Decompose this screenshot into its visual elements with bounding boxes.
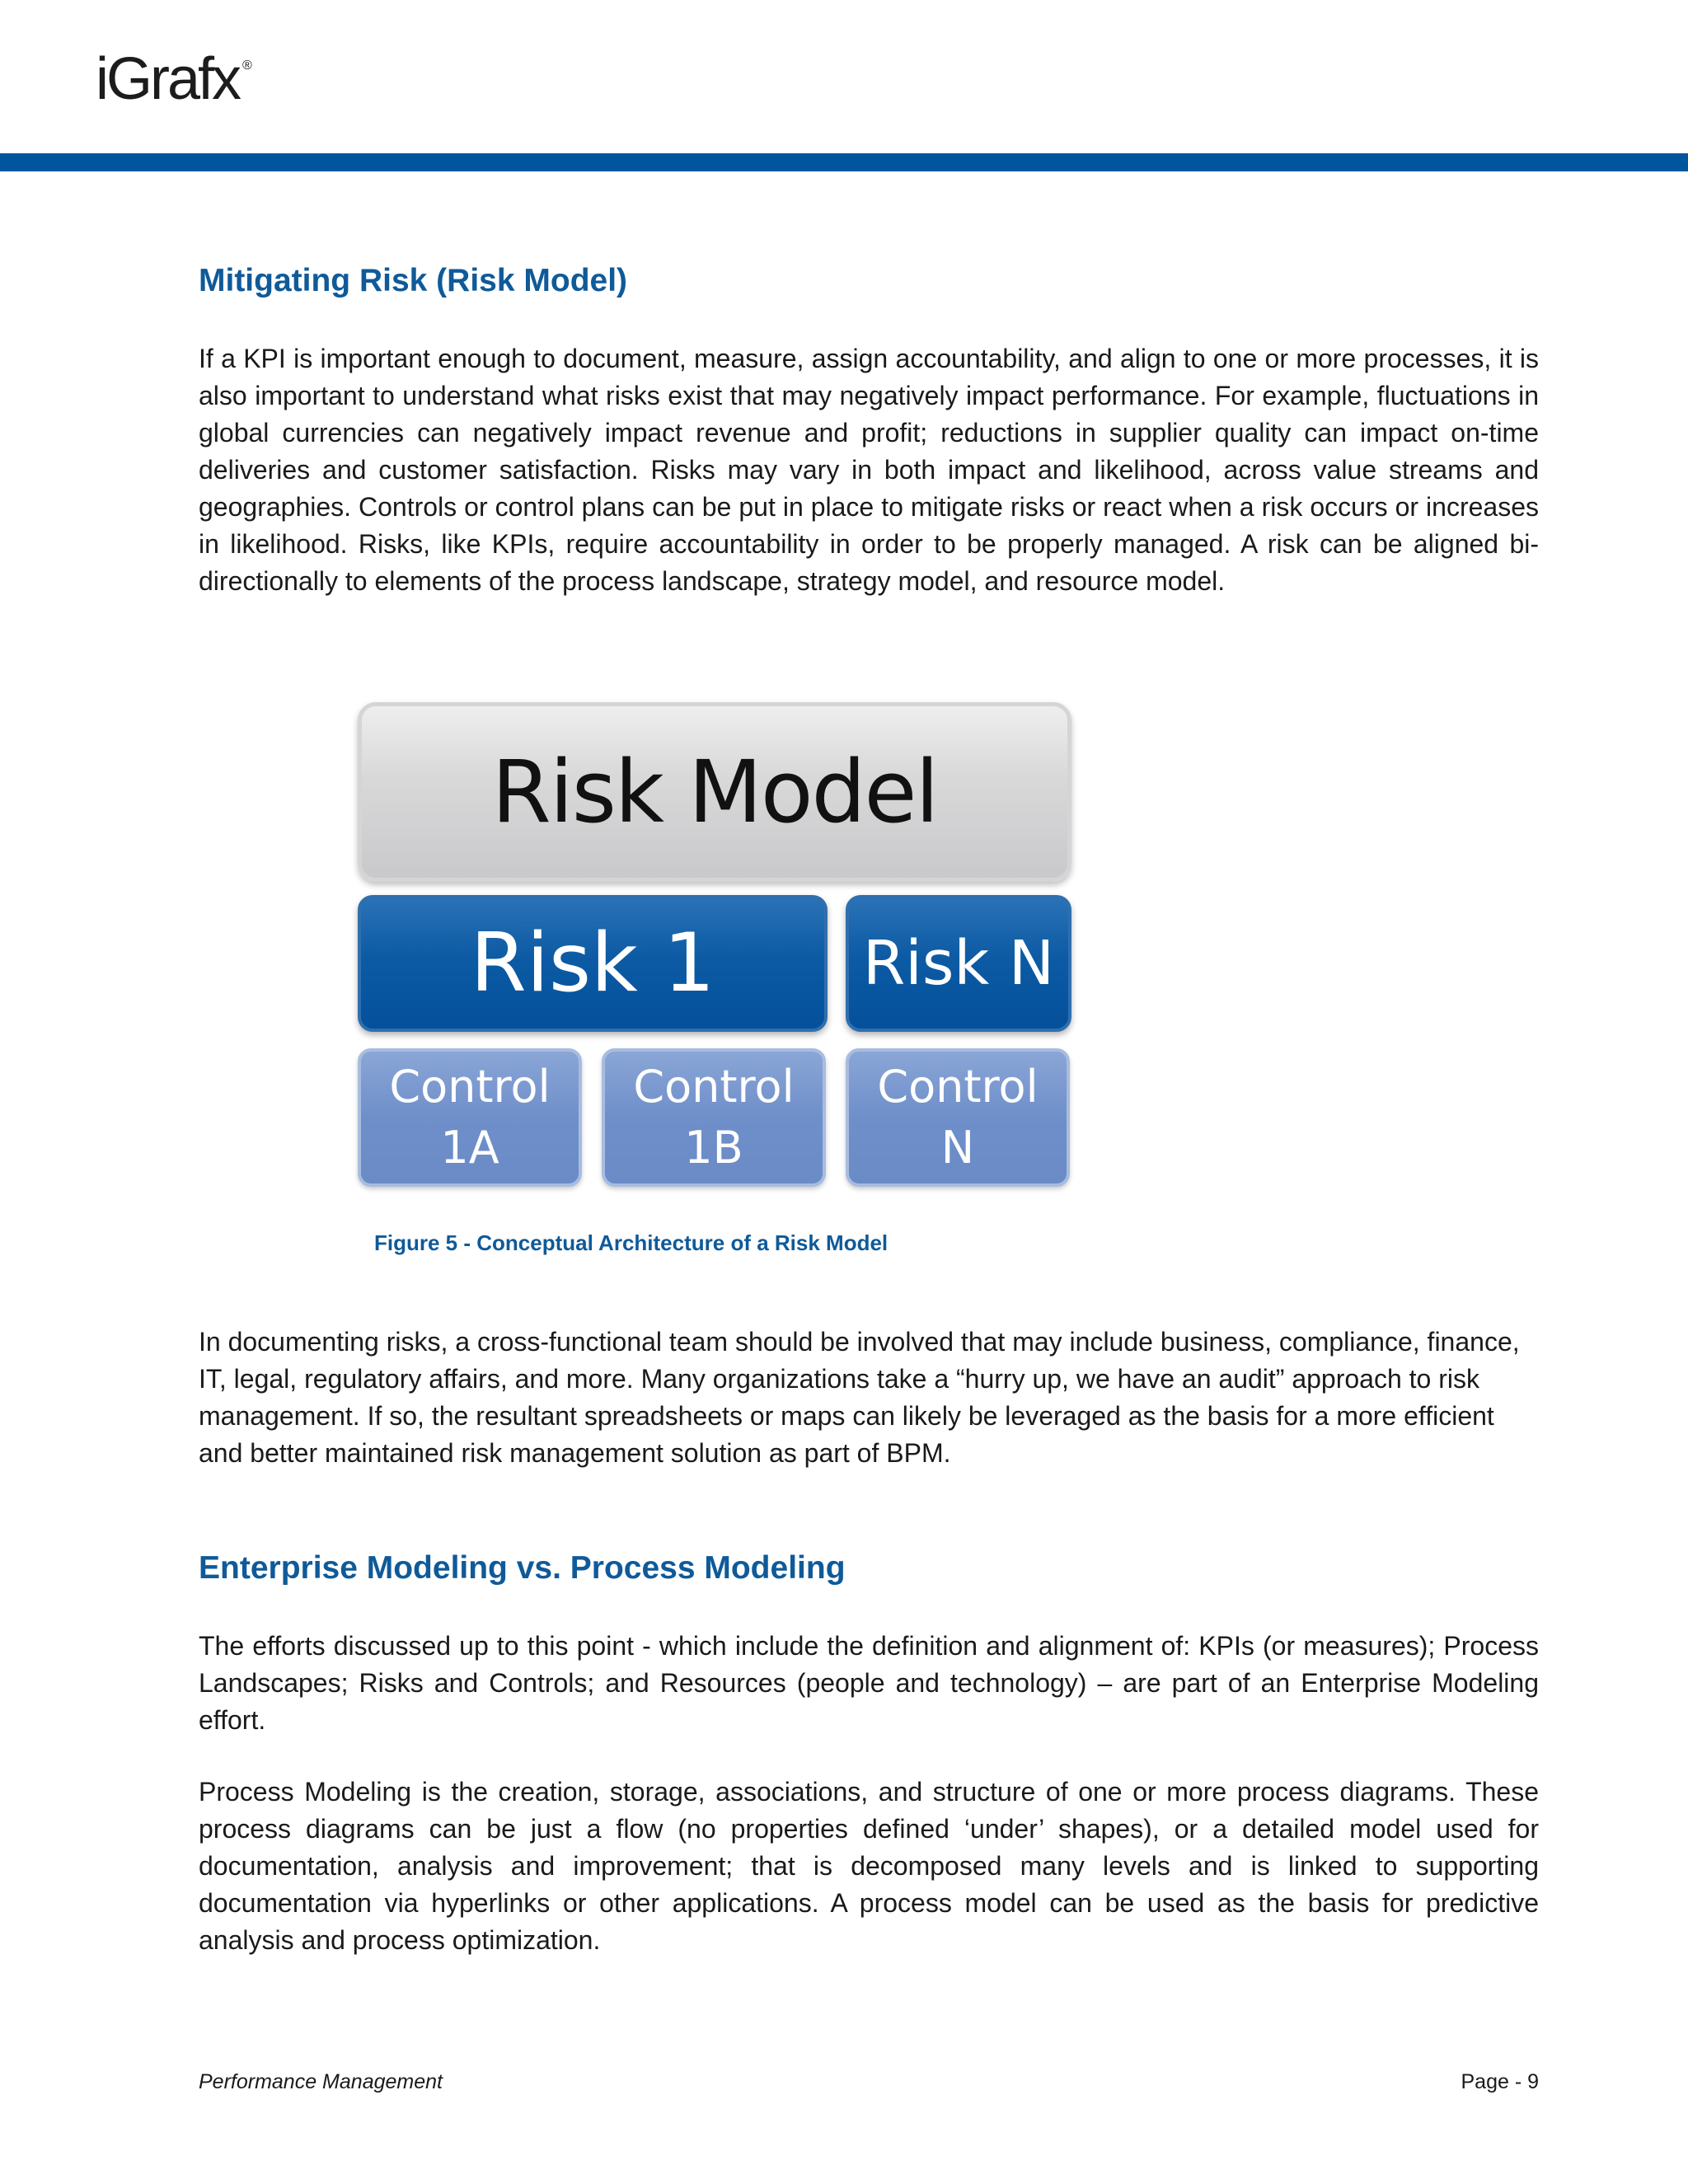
- risk-n-box: [846, 895, 1071, 1032]
- risk-model-label: Risk Model: [491, 742, 938, 842]
- section-heading-enterprise-modeling: Enterprise Modeling vs. Process Modeling: [199, 1550, 846, 1586]
- risk-model-diagram: [358, 702, 1071, 1190]
- registered-mark: ®: [242, 59, 252, 73]
- risk-model-box: [358, 702, 1071, 882]
- header-bar: [0, 153, 1688, 171]
- paragraph-enterprise-modeling: The efforts discussed up to this point - which include the definition and alignment of: KPIs (or measures); Process Landscapes; Risks and Controls; and Resources (people and technology) – are part of an Enterprise Modeling effort.: [199, 1631, 1539, 1735]
- paragraph-process-modeling: Process Modeling is the creation, storage, associations, and structure of one or more process diagrams. These process diagrams can be just a flow (no properties defined ‘under’ shapes), or a detailed model used for documentation, analysis and improvement; that is decomposed many levels and is linked to supporting documentation via hyperlinks or other applications. A process model can be used as the basis for predictive analysis and process optimization.: [199, 1777, 1539, 1955]
- control-1b-line1: Control: [633, 1061, 795, 1113]
- control-1b-line2: 1B: [684, 1122, 743, 1174]
- control-n-box: [846, 1048, 1070, 1187]
- risk-n-label: Risk N: [862, 928, 1055, 999]
- control-1a-line1: Control: [389, 1061, 551, 1113]
- paragraph-risk-intro: If a KPI is important enough to document, measure, assign accountability, and align to one or more processes, it is also important to understand what risks exist that may negatively impact performance. For example, fluctuations in global currencies can negatively impact revenue and profit; reductions in supplier quality can impact on-time deliveries and customer satisfaction. Risks may vary in both impact and likelihood, across value streams and geographies. Controls or control plans can be put in place to mitigate risks or react when a risk occurs or increases in likelihood. Risks, like KPIs, require accountability in order to be properly managed. A risk can be aligned bi-directionally to elements of the process landscape, strategy model, and resource model.: [199, 344, 1539, 596]
- logo-text: iGrafx: [96, 46, 240, 112]
- figure-caption: Figure 5 - Conceptual Architecture of a Risk Model: [374, 1230, 889, 1255]
- footer-document-title: Performance Management: [199, 2070, 443, 2093]
- control-1b-box: [602, 1048, 826, 1187]
- paragraph-documenting-risks: In documenting risks, a cross-functional team should be involved that may include business, compliance, finance, IT, legal, regulatory affairs, and more. Many organizations take a “hurry up, we have an audit” approach to risk management. If so, the resultant spreadsheets or maps can likely be leveraged as the basis for a more efficient and better maintained risk management solution as part of BPM.: [199, 1327, 1520, 1468]
- control-1a-line2: 1A: [440, 1122, 499, 1174]
- control-n-line1: Control: [877, 1061, 1039, 1113]
- risk-1-box: [358, 895, 828, 1032]
- igrafx-logo: [96, 46, 252, 112]
- risk-1-label: Risk 1: [470, 916, 715, 1010]
- footer-page-number: Page - 9: [1461, 2070, 1539, 2093]
- control-1a-box: [358, 1048, 582, 1187]
- control-n-line2: N: [940, 1122, 975, 1174]
- section-heading-mitigating-risk: Mitigating Risk (Risk Model): [199, 263, 628, 298]
